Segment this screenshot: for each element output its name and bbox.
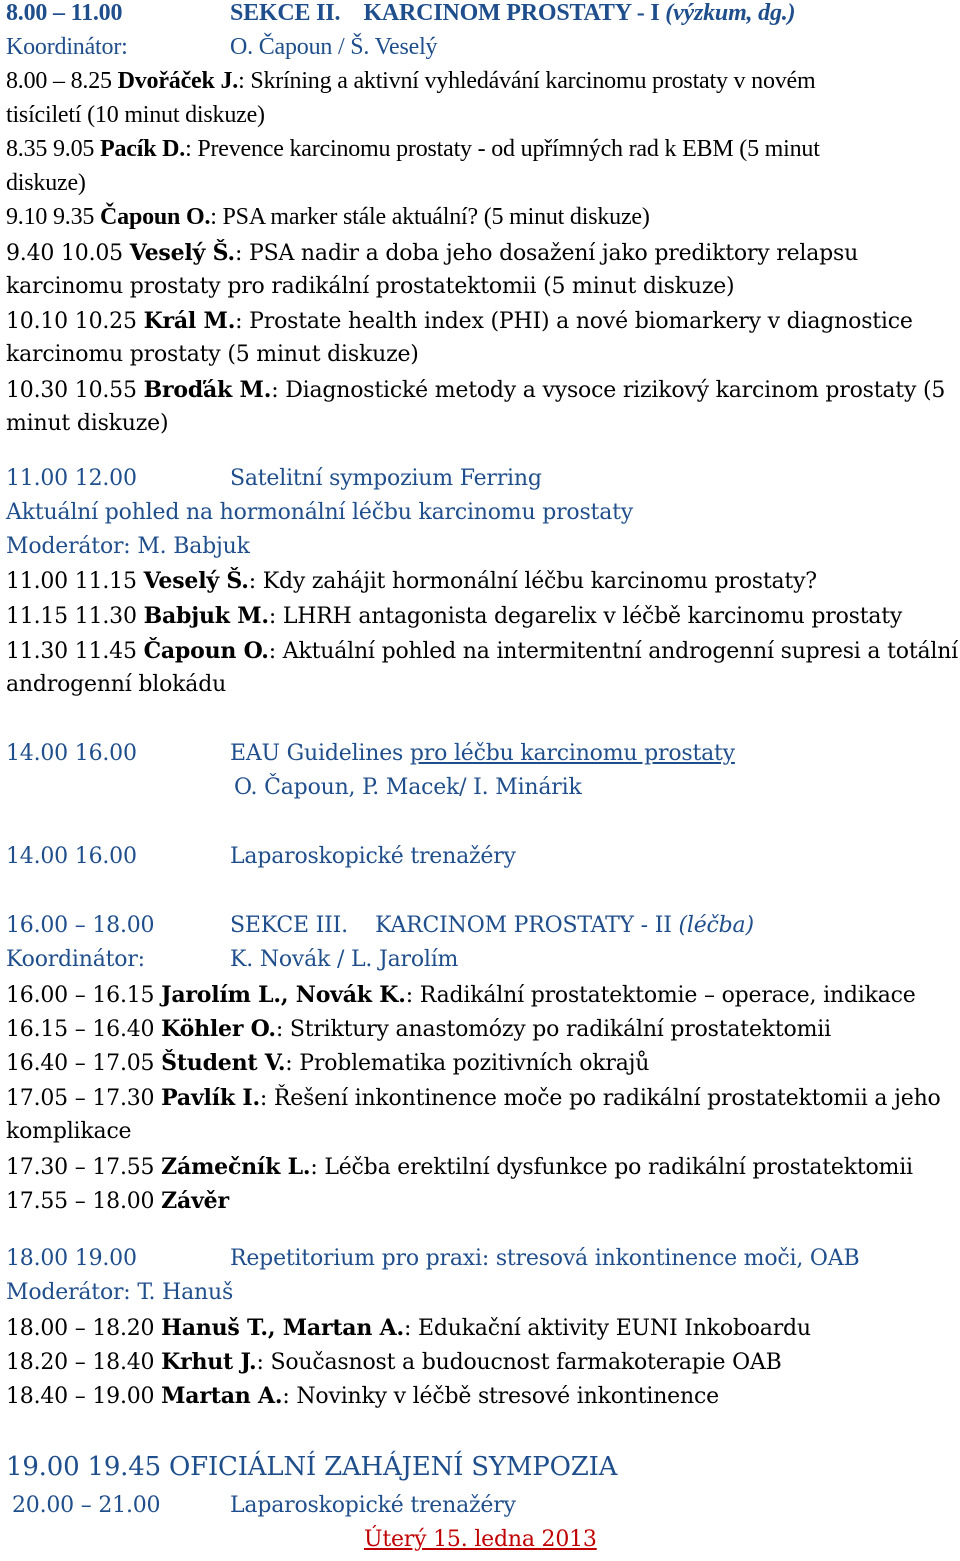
- s2-item-4: 9.40 10.05 Veselý Š.: PSA nadir a doba jeho dosažení jako prediktory relapsu: [6, 240, 859, 266]
- s2-item-2-cont: diskuze): [6, 170, 86, 196]
- s3-item-5: 17.30 – 17.55 Zámečník L.: Léčba erektilní dysfunkce po radikální prostatektomii: [6, 1154, 913, 1180]
- sat-item-2: 11.15 11.30 Babjuk M.: LHRH antagonista degarelix v léčbě karcinomu prostaty: [6, 603, 903, 629]
- s3-item-3: 16.40 – 17.05 Študent V.: Problematika pozitivních okrajů: [6, 1050, 650, 1076]
- lap1: 14.00 16.00 Laparoskopické trenažéry: [6, 844, 516, 869]
- s2-title: SEKCE II. KARCINOM PROSTATY - I (výzkum, dg.): [230, 0, 796, 26]
- s3-item-6: 17.55 – 18.00 Závěr: [6, 1188, 229, 1214]
- s2-item-4-cont: karcinomu prostaty pro radikální prostatektomii (5 minut diskuze): [6, 274, 735, 299]
- s2-item-1-cont: tisíciletí (10 minut diskuze): [6, 102, 265, 128]
- s2-item-6: 10.30 10.55 Broďák M.: Diagnostické metody a vysoce rizikový karcinom prostaty (5: [6, 377, 946, 403]
- s2-item-5: 10.10 10.25 Král M.: Prostate health index (PHI) a nové biomarkery v diagnostice: [6, 308, 913, 334]
- rep-header: 18.00 19.00 Repetitorium pro praxi: stresová inkontinence moči, OAB: [6, 1246, 860, 1271]
- s2-coordinator: Koordinátor: O. Čapoun / Š. Veselý: [6, 34, 438, 60]
- s2-header: [6, 0, 796, 30]
- s3-item-2: 16.15 – 16.40 Köhler O.: Striktury anastomózy po radikální prostatektomii: [6, 1016, 831, 1042]
- day-title: Úterý 15. ledna 2013: [364, 1527, 597, 1552]
- sat-subtitle: Aktuální pohled na hormonální léčbu karcinomu prostaty: [6, 500, 633, 525]
- s3-item-1: 16.00 – 16.15 Jarolím L., Novák K.: Radikální prostatektomie – operace, indikace: [6, 982, 916, 1008]
- sat-item-1: 11.00 11.15 Veselý Š.: Kdy zahájit hormonální léčbu karcinomu prostaty?: [6, 568, 817, 594]
- s3-item-4-cont: komplikace: [6, 1119, 132, 1144]
- eau-header: 14.00 16.00 EAU Guidelines pro léčbu karcinomu prostaty: [6, 741, 735, 766]
- s2-item-1: 8.00 – 8.25 Dvořáček J.: Skríning a aktivní vyhledávání karcinomu prostaty v novém: [6, 68, 816, 94]
- sat-item-3-cont: androgenní blokádu: [6, 672, 227, 697]
- sat-moderator: Moderátor: M. Babjuk: [6, 534, 250, 559]
- s2-item-2: 8.35 9.05 Pacík D.: Prevence karcinomu prostaty - od upřímných rad k EBM (5 minut: [6, 136, 820, 162]
- sat-header: 11.00 12.00 Satelitní sympozium Ferring: [6, 466, 542, 491]
- rep-item-2: 18.20 – 18.40 Krhut J.: Současnost a budoucnost farmakoterapie OAB: [6, 1349, 782, 1375]
- rep-moderator: Moderátor: T. Hanuš: [6, 1280, 234, 1305]
- s3-header: 16.00 – 18.00 SEKCE III. KARCINOM PROSTATY - II (léčba): [6, 913, 754, 938]
- opening-title: 19.00 19.45 OFICIÁLNÍ ZAHÁJENÍ SYMPOZIA: [6, 1452, 618, 1482]
- s2-item-5-cont: karcinomu prostaty (5 minut diskuze): [6, 342, 419, 367]
- sat-item-3: 11.30 11.45 Čapoun O.: Aktuální pohled na intermitentní androgenní supresi a totální: [6, 638, 959, 664]
- s2-time: 8.00 – 11.00: [6, 0, 123, 26]
- s3-item-4: 17.05 – 17.30 Pavlík I.: Řešení inkontinence moče po radikální prostatektomii a jeho: [6, 1085, 941, 1111]
- s2-item-3: 9.10 9.35 Čapoun O.: PSA marker stále aktuální? (5 minut diskuze): [6, 204, 650, 230]
- lap2: 20.00 – 21.00 Laparoskopické trenažéry: [12, 1493, 516, 1518]
- s3-coordinator: Koordinátor: K. Novák / L. Jarolím: [6, 947, 459, 972]
- rep-item-1: 18.00 – 18.20 Hanuš T., Martan A.: Edukační aktivity EUNI Inkoboardu: [6, 1315, 811, 1341]
- rep-item-3: 18.40 – 19.00 Martan A.: Novinky v léčbě stresové inkontinence: [6, 1383, 719, 1409]
- eau-link[interactable]: pro léčbu karcinomu prostaty: [409, 741, 735, 766]
- s2-item-6-cont: minut diskuze): [6, 411, 169, 436]
